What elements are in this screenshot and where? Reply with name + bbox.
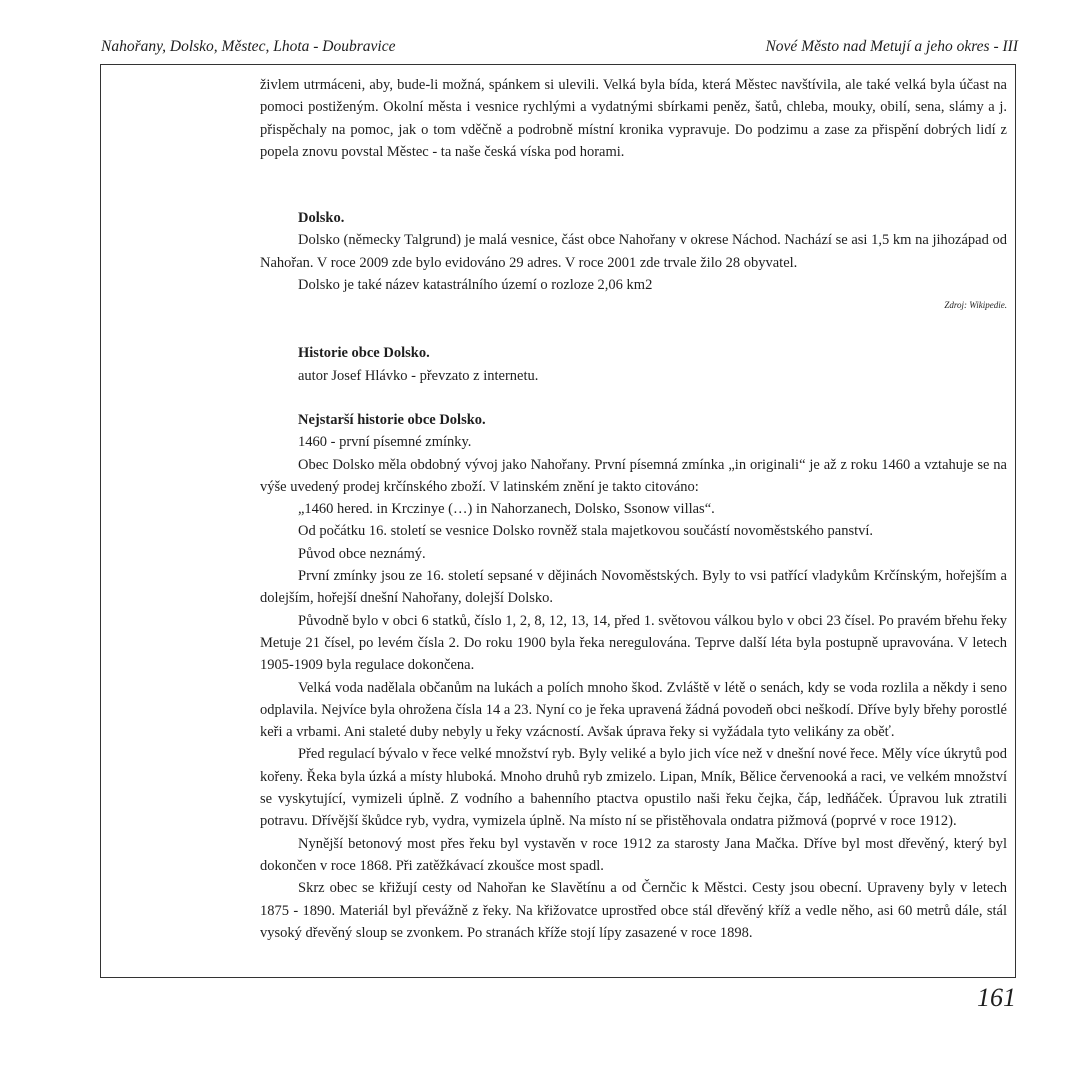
history-paragraph: Před regulací bývalo v řece velké množství ryb. Byly veliké a bylo jich více než v dnešní nové řece. Měly více úkrytů pod kořeny. Řeka byla úzká a místy hluboká. Mnoho druhů ryb zmizelo. Lipan, Mník, Bělice červenooká a raci, ve velkém množství se vyskytující, vymizeli úplně. Z vodního a bahenního ptactva opustilo naši řeku čejka, čáp, ledňáček. Úpravou luk ztratili potravu. Dřívější škůdce ryb, vydra, vymizela úplně. Na místo ní se přistěhovala ondatra pižmová (poprvé v roce 1912).	[260, 746, 1007, 830]
dolsko-paragraph: Dolsko (německy Talgrund) je malá vesnice, část obce Nahořany v okrese Náchod. Nachází se asi 1,5 km na jihozápad od Nahořan. V roce 2009 zde bylo evidováno 29 adres. V roce 2001 zde trvale žilo 28 obyvatel.	[260, 232, 1007, 271]
history-paragraph: Velká voda nadělala občanům na lukách a polích mnoho škod. Zvláště v létě o senách, kdy se voda rozlila a někdy i seno odplavila. Nejvíce byla ohrožena čísla 14 a 23. Nyní co je řeka upravená žádná povodeň obci neškodí. Dříve byly břehy porostlé keři a vrbami. Ani staleté duby nebyly u řeky vzácností. Avšak úprava řeky si vyžádala tyto velikány za oběť.	[260, 679, 1007, 741]
running-header-right: Nové Město nad Metují a jeho okres - III	[765, 38, 1018, 55]
history-line: Původ obce neznámý.	[298, 545, 426, 562]
section-spacer	[260, 163, 1007, 207]
source-note: Zdroj: Wikipedie.	[944, 300, 1007, 311]
history-paragraph: Skrz obec se křižují cesty od Nahořan ke Slavětínu a od Černčic k Městci. Cesty jsou obecní. Upraveny byly v letech 1875 - 1890. Materiál byl převážně z řeky. Na křižovatce uprostřed obce stál dřevěný kříž a vedle něho, asi 60 metrů dále, stál vysoký dřevěný sloup se zvonkem. Po stranách kříže stojí lípy zasazené v roce 1898.	[260, 880, 1007, 941]
section-spacer	[260, 312, 1007, 342]
date-line: 1460 - první písemné zmínky.	[298, 434, 472, 451]
running-header-left: Nahořany, Dolsko, Městec, Lhota - Doubravice	[101, 38, 396, 55]
section-heading-dolsko: Dolsko.	[298, 210, 345, 227]
section-spacer	[260, 387, 1007, 409]
section-heading-historie: Historie obce Dolsko.	[298, 345, 430, 362]
history-paragraph: Nynější betonový most přes řeku byl vystavěn v roce 1912 za starosty Jana Mačka. Dříve byl most dřevěný, který byl dokončen v roce 1868. Při zatěžkávací zkoušce most spadl.	[260, 835, 1007, 874]
author-line: autor Josef Hlávko - převzato z internetu.	[298, 367, 539, 384]
history-paragraph: První zmínky jsou ze 16. století sepsané v dějinách Novoměstských. Byly to vsi patřící vladykům Krčínským, hořejším a dolejším, hořejší dnešní Nahořany, dolejší Dolsko.	[260, 568, 1007, 607]
history-line: Od počátku 16. století se vesnice Dolsko rovněž stala majetkovou součástí novoměstského panství.	[298, 523, 874, 540]
page-number: 161	[977, 983, 1016, 1012]
latin-quote: „1460 hered. in Krczinye (…) in Nahorzanech, Dolsko, Ssonow villas“.	[298, 501, 715, 518]
history-paragraph: Obec Dolsko měla obdobný vývoj jako Nahořany. První písemná zmínka „in originali“ je až z roku 1460 a vztahuje se na výše uvedený prodej krčínského zboží. V latinském znění je takto citováno:	[260, 456, 1007, 495]
history-paragraph: Původně bylo v obci 6 statků, číslo 1, 2, 8, 12, 13, 14, před 1. světovou válkou bylo v obci 23 čísel. Po pravém břehu řeky Metuje 21 čísel, po levém čísla 2. Do roku 1900 byla řeka neregulována. Teprve další léta byla postupně upravována. V letech 1905-1909 byla regulace dokončena.	[260, 612, 1007, 674]
intro-paragraph: živlem utrmáceni, aby, bude-li možná, spánkem si ulevili. Velká byla bída, která Městec navštívila, ale také velká byla účast na pomoci postiženým. Okolní města i vesnice rychlými a vydatnými sbírkami peněz, šatů, chleba, mouky, obilí, sena, slámy a j. přispěchaly na pomoc, jak o tom vděčně a podrobně místní kronika vypravuje. Do podzimu a zase za přispění dobrých lidí z popela znovu povstal Městec - ta naše česká víska pod horami.	[260, 77, 1007, 160]
section-heading-nejstarsi: Nejstarší historie obce Dolsko.	[298, 411, 486, 428]
body-text	[260, 74, 1007, 944]
dolsko-paragraph: Dolsko je také název katastrálního území o rozloze 2,06 km2	[298, 277, 653, 294]
